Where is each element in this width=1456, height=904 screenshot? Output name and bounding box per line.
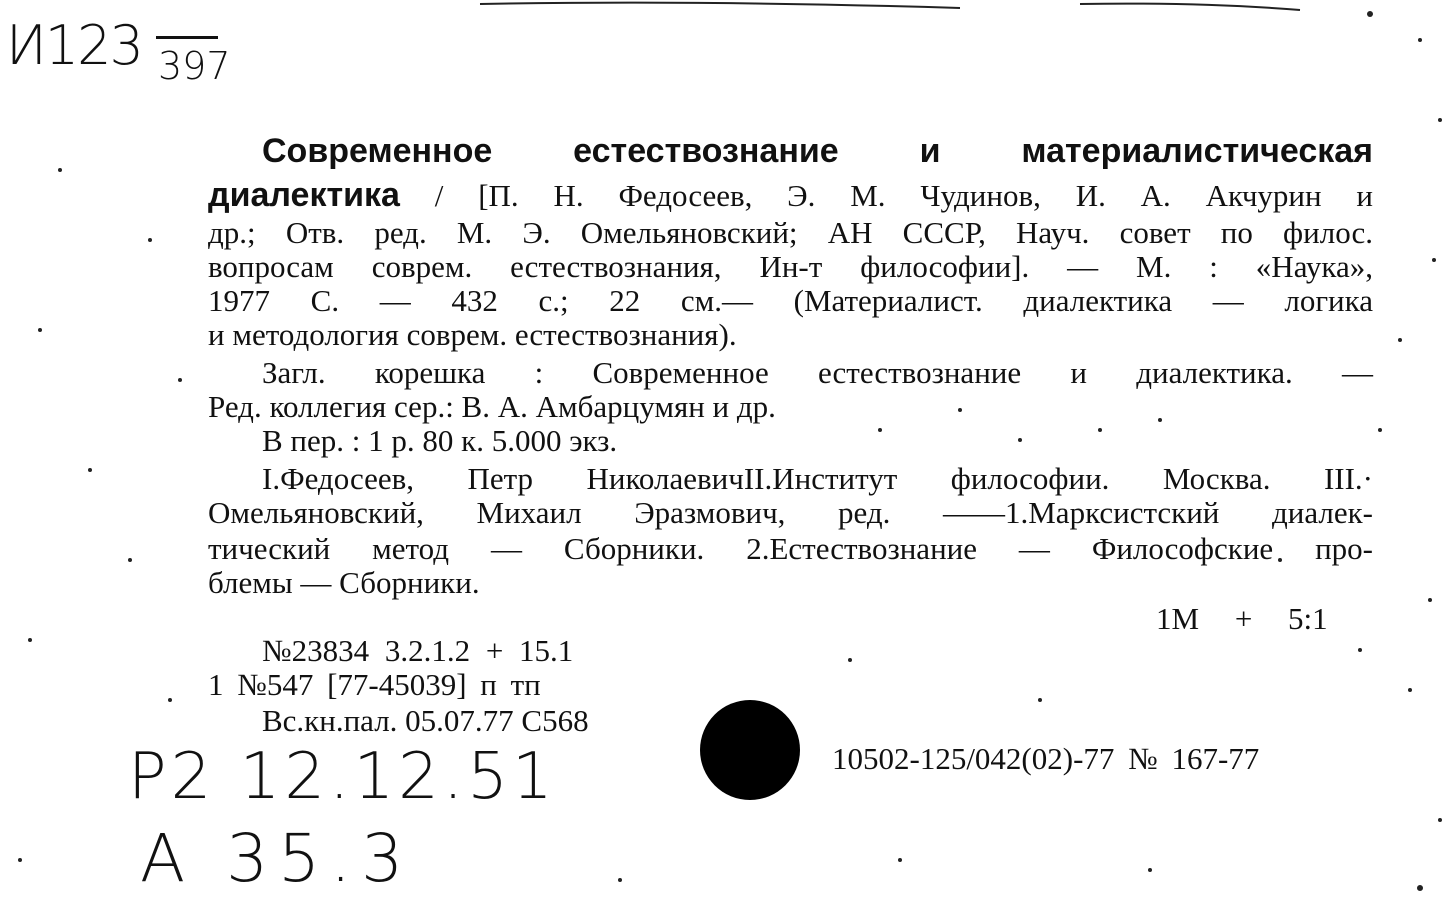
tracings-line-4: блемы — Сборники. bbox=[208, 565, 480, 600]
publisher-line: вопросам соврем. естествознания, Ин-т философии]. — М. : «Наука», bbox=[208, 249, 1373, 284]
title-continuation-line bbox=[208, 178, 1373, 213]
tracings-line-3: тический метод — Сборники. 2.Естествознание — Философские про- bbox=[208, 531, 1373, 566]
series-line: и методология соврем. естествознания). bbox=[208, 317, 737, 352]
handwritten-fraction bbox=[156, 36, 218, 39]
handwritten-number: И123 bbox=[6, 14, 142, 77]
book-chamber-line: Вс.кн.пал. 05.07.77 С568 bbox=[262, 703, 589, 738]
tracings-line-1: I.Федосеев, Петр НиколаевичII.Институт философии. Москва. III.· bbox=[262, 461, 1373, 496]
handwritten-fraction-denominator: 397 bbox=[158, 44, 231, 88]
catalog-number: 10502-125/042(02)-77 № 167-77 bbox=[832, 741, 1260, 776]
editorial-board-line: Ред. коллегия сер.: В. А. Амбарцумян и др. bbox=[208, 389, 776, 424]
title-continuation: диалектика bbox=[208, 176, 400, 214]
authors-line: др.; Отв. ред. М. Э. Омельяновский; АН СССР, Науч. совет по филос. bbox=[208, 215, 1373, 250]
title-line: Современное естествознание и материалистическая bbox=[262, 132, 1373, 170]
ink-blot bbox=[700, 700, 800, 800]
pages-line: 1977 С. — 432 с.; 22 см.— (Материалист. диалектика — логика bbox=[208, 283, 1373, 318]
handwritten-shelf-code: Р2 12.12.51 bbox=[128, 740, 557, 814]
classification-mark: 1М + 5:1 bbox=[1156, 601, 1328, 636]
price-line: В пер. : 1 р. 80 к. 5.000 экз. bbox=[262, 423, 618, 458]
handwritten-shelf-code-2: А 35.3 bbox=[140, 820, 414, 897]
record-number: №23834 3.2.1.2 + 15.1 bbox=[262, 633, 574, 668]
tracings-line-2: Омельяновский, Михаил Эразмович, ред. ——1.Марксистский диалек- bbox=[208, 495, 1373, 530]
order-number: 1 №547 [77-45039] п тп bbox=[208, 667, 541, 702]
spine-title-line: Загл. корешка : Современное естествознание и диалектика. — bbox=[262, 355, 1373, 390]
authors-start: / [П. Н. Федосеев, Э. М. Чудинов, И. А. Акчурин и bbox=[434, 178, 1374, 213]
